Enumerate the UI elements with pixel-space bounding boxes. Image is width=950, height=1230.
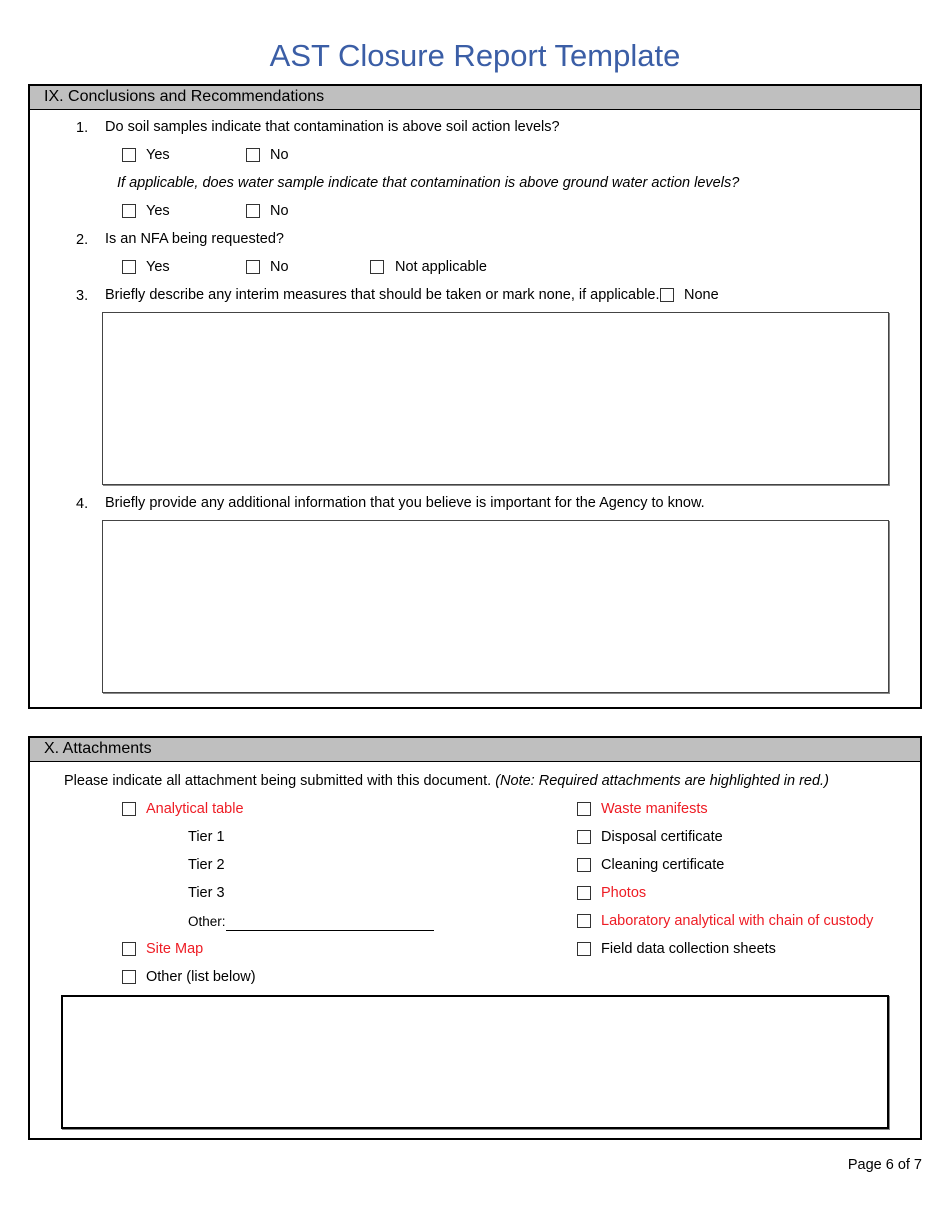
checkbox-label: No <box>270 259 289 275</box>
question-text: Briefly describe any interim measures that should be taken or mark none, if applicable. <box>105 287 660 303</box>
attachment-label: Other (list below) <box>146 969 256 985</box>
question-text: Briefly provide any additional information that you believe is important for the Agency to know. <box>105 495 705 511</box>
required-attachment-label: Waste manifests <box>601 801 708 817</box>
q2-not-applicable-checkbox[interactable] <box>370 260 384 274</box>
checkbox-label: None <box>684 287 719 303</box>
other-attachments-textbox[interactable] <box>61 995 889 1129</box>
additional-info-textbox[interactable] <box>102 520 889 693</box>
other-input-line[interactable] <box>226 930 434 931</box>
checkbox-label: No <box>270 147 289 163</box>
question-number: 3. <box>76 288 89 304</box>
required-attachment-label: Photos <box>601 885 647 901</box>
section-header: X. Attachments <box>30 738 920 762</box>
checkbox-label: Not applicable <box>395 259 487 275</box>
disposal-certificate-checkbox[interactable] <box>577 830 591 844</box>
question-number: 1. <box>76 120 89 136</box>
checkbox-label: Yes <box>146 203 170 219</box>
required-note: (Note: Required attachments are highlighted in red.) <box>495 773 829 789</box>
q3-none-checkbox[interactable] <box>660 288 674 302</box>
question-subtext: If applicable, does water sample indicate that contamination is above ground water action levels? <box>117 175 740 191</box>
section-header: IX. Conclusions and Recommendations <box>30 86 920 110</box>
question-text: Is an NFA being requested? <box>105 231 284 247</box>
lab-analytical-checkbox[interactable] <box>577 914 591 928</box>
analytical-table-checkbox[interactable] <box>122 802 136 816</box>
interim-measures-textbox[interactable] <box>102 312 889 485</box>
instruction-text: Please indicate all attachment being submitted with this document. <box>64 773 492 789</box>
tier-label: Tier 2 <box>188 857 225 873</box>
question-number: 4. <box>76 496 89 512</box>
tier-label: Tier 3 <box>188 885 225 901</box>
checkbox-label: Yes <box>146 259 170 275</box>
page-title: AST Closure Report Template <box>269 38 681 73</box>
q1-water-no-checkbox[interactable] <box>246 204 260 218</box>
checkbox-label: Yes <box>146 147 170 163</box>
q2-yes-checkbox[interactable] <box>122 260 136 274</box>
attachment-label: Disposal certificate <box>601 829 723 845</box>
attachment-label: Field data collection sheets <box>601 941 776 957</box>
attachment-label: Cleaning certificate <box>601 857 725 873</box>
site-map-checkbox[interactable] <box>122 942 136 956</box>
required-attachment-label: Analytical table <box>146 801 244 817</box>
checkbox-label: No <box>270 203 289 219</box>
field-data-checkbox[interactable] <box>577 942 591 956</box>
tier-label: Tier 1 <box>188 829 225 845</box>
waste-manifests-checkbox[interactable] <box>577 802 591 816</box>
question-text: Do soil samples indicate that contamination is above soil action levels? <box>105 119 560 135</box>
q2-no-checkbox[interactable] <box>246 260 260 274</box>
cleaning-certificate-checkbox[interactable] <box>577 858 591 872</box>
required-attachment-label: Site Map <box>146 941 204 957</box>
required-attachment-label: Laboratory analytical with chain of custody <box>601 913 874 929</box>
q1-no-checkbox[interactable] <box>246 148 260 162</box>
photos-checkbox[interactable] <box>577 886 591 900</box>
question-number: 2. <box>76 232 89 248</box>
attachments-instruction <box>64 772 829 790</box>
q1-yes-checkbox[interactable] <box>122 148 136 162</box>
q1-water-yes-checkbox[interactable] <box>122 204 136 218</box>
other-label: Other: <box>188 914 226 929</box>
other-list-checkbox[interactable] <box>122 970 136 984</box>
page-number: Page 6 of 7 <box>847 1157 922 1173</box>
